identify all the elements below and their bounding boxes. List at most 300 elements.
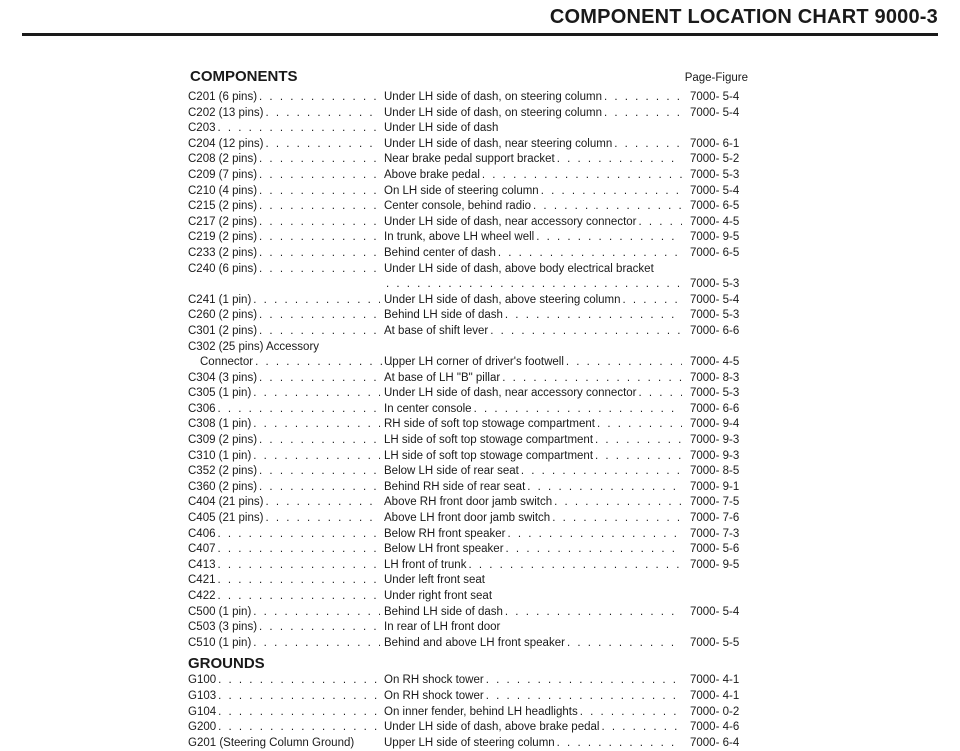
location <box>384 246 682 262</box>
component-row <box>188 324 758 340</box>
location-text: On RH shock tower <box>384 674 484 687</box>
dot-leader <box>263 106 380 122</box>
location-text: Above LH front door jamb switch <box>384 512 551 525</box>
location-text: Above RH front door jamb switch <box>384 496 553 509</box>
location <box>384 277 682 293</box>
component-id-text: C210 (4 pins) <box>188 184 258 197</box>
component-row <box>188 495 758 511</box>
component-row <box>188 308 758 324</box>
component-id <box>188 199 380 215</box>
location <box>384 324 682 340</box>
location <box>384 355 682 371</box>
page-figure: 7000- 5-6 <box>690 543 740 556</box>
component-id-text: C304 (3 pins) <box>188 371 258 384</box>
location <box>384 558 682 574</box>
location-text: On LH side of steering column <box>384 184 539 197</box>
dot-leader <box>505 527 682 543</box>
dot-leader <box>637 386 683 402</box>
component-id: G201 (Steering Column Ground) <box>188 736 355 749</box>
dot-leader <box>480 168 682 184</box>
location <box>384 689 682 705</box>
location <box>384 293 682 309</box>
component-id-text: G100 <box>188 674 217 687</box>
location <box>384 168 682 184</box>
dot-leader <box>257 464 380 480</box>
dot-leader <box>257 324 380 340</box>
component-id-text: Connector <box>200 356 254 369</box>
component-id <box>188 106 380 122</box>
dot-leader <box>484 689 682 705</box>
component-row <box>188 215 758 231</box>
component-row <box>188 230 758 246</box>
component-id <box>188 705 380 721</box>
page-figure: 7000- 5-3 <box>690 309 740 322</box>
component-row <box>188 90 758 106</box>
dot-leader <box>484 673 682 689</box>
header-rule <box>22 33 938 36</box>
location-text: Behind and above LH front speaker <box>384 636 565 649</box>
location <box>384 386 682 402</box>
page-figure: 7000- 9-5 <box>690 558 740 571</box>
component-row <box>188 449 758 465</box>
page-figure: 7000- 0-2 <box>690 705 740 718</box>
component-row <box>188 121 758 137</box>
component-row <box>188 355 758 371</box>
dot-leader <box>216 673 380 689</box>
dot-leader <box>488 324 682 340</box>
dot-leader <box>539 184 682 200</box>
location-text: In center console <box>384 402 472 415</box>
component-id-text: G200 <box>188 721 217 734</box>
location <box>384 402 682 418</box>
component-row <box>188 480 758 496</box>
dot-leader <box>550 511 682 527</box>
page-figure: 7000- 6-4 <box>690 736 740 749</box>
location-text: Under LH side of dash, near steering column <box>384 137 613 150</box>
location <box>384 137 682 153</box>
component-id-text: C219 (2 pins) <box>188 231 258 244</box>
page-figure: 7000- 9-1 <box>690 480 740 493</box>
dot-leader <box>263 137 380 153</box>
component-id-text: C360 (2 pins) <box>188 480 258 493</box>
component-id <box>188 720 380 736</box>
page-figure: 7000- 7-5 <box>690 496 740 509</box>
dot-leader <box>534 230 682 246</box>
component-id-text: G104 <box>188 705 217 718</box>
component-id <box>188 121 380 137</box>
page-figure: 7000- 4-5 <box>690 356 740 369</box>
dot-leader <box>564 355 682 371</box>
location-text: Under LH side of dash, near accessory connector <box>384 387 637 400</box>
location <box>384 480 682 496</box>
dot-leader <box>251 417 380 433</box>
location-text: Behind LH side of dash <box>384 605 503 618</box>
component-id <box>188 636 380 652</box>
location: Under right front seat <box>384 590 493 602</box>
page-figure: 7000- 5-4 <box>690 293 740 306</box>
dot-leader <box>384 277 682 293</box>
page-figure: 7000- 5-5 <box>690 636 740 649</box>
page-figure: 7000- 6-6 <box>690 324 740 337</box>
dot-leader <box>612 137 682 153</box>
component-id <box>188 90 380 106</box>
component-id-text: C260 (2 pins) <box>188 309 258 322</box>
location-text: LH side of soft top stowage compartment <box>384 449 594 462</box>
dot-leader <box>257 262 380 278</box>
dot-leader <box>503 308 682 324</box>
dot-leader <box>466 558 682 574</box>
component-id <box>188 355 392 371</box>
location-text: Under LH side of dash, on steering column <box>384 91 602 103</box>
component-id <box>188 308 380 324</box>
dot-leader <box>257 184 380 200</box>
dot-leader <box>555 152 682 168</box>
dot-leader <box>602 106 682 122</box>
component-id-text: C204 (12 pins) <box>188 137 264 150</box>
location <box>384 720 682 736</box>
component-id-text: C503 (3 pins) <box>188 621 258 634</box>
location <box>384 511 682 527</box>
location <box>384 215 682 231</box>
page-figure: 7000- 6-1 <box>690 137 740 150</box>
component-row <box>188 152 758 168</box>
location-text: In trunk, above LH wheel well <box>384 231 535 244</box>
component-id <box>188 417 380 433</box>
dot-leader <box>503 605 682 621</box>
dot-leader <box>472 402 682 418</box>
component-id-text: C306 <box>188 402 216 415</box>
dot-leader <box>257 308 380 324</box>
dot-leader <box>257 230 380 246</box>
component-id <box>188 246 380 262</box>
page-figure: 7000- 9-5 <box>690 231 740 244</box>
component-id <box>188 605 380 621</box>
page-figure: 7000- 4-1 <box>690 689 740 702</box>
page-figure: 7000- 5-4 <box>690 184 740 197</box>
component-id <box>188 230 380 246</box>
location <box>384 495 682 511</box>
location-text: On inner fender, behind LH headlights <box>384 705 578 718</box>
ground-row <box>188 689 758 705</box>
component-row <box>188 168 758 184</box>
location-text: Above brake pedal <box>384 168 480 181</box>
component-id-text: C202 (13 pins) <box>188 106 264 119</box>
component-row <box>188 527 758 543</box>
component-id <box>188 589 380 605</box>
component-row <box>188 605 758 621</box>
page-figure: 7000- 5-2 <box>690 153 740 166</box>
page-figure: 7000- 5-4 <box>690 106 740 119</box>
location: Under LH side of dash, above body electrical bracket <box>384 262 654 275</box>
location-text: LH side of soft top stowage compartment <box>384 434 594 447</box>
dot-leader <box>263 511 380 527</box>
component-id-text: C215 (2 pins) <box>188 200 258 213</box>
column-headings <box>190 68 748 85</box>
location <box>384 433 682 449</box>
component-id-text: C421 <box>188 574 216 587</box>
location-text: Center console, behind radio <box>384 200 532 213</box>
component-id-text: C209 (7 pins) <box>188 168 258 181</box>
component-id-text: C406 <box>188 527 216 540</box>
location-text: Upper LH side of steering column <box>384 736 555 749</box>
component-id-text: C405 (21 pins) <box>188 512 264 525</box>
component-row <box>188 573 758 589</box>
components-heading: COMPONENTS <box>190 68 298 85</box>
dot-leader <box>552 495 682 511</box>
dot-leader <box>216 121 381 137</box>
page-figure: 7000- 4-6 <box>690 721 740 734</box>
page-figure: 7000- 4-1 <box>690 674 740 687</box>
component-id <box>188 573 380 589</box>
dot-leader <box>251 386 380 402</box>
component-row <box>188 371 758 387</box>
component-row <box>188 340 758 356</box>
page-figure: 7000- 8-3 <box>690 371 740 384</box>
page-figure: 7000- 9-3 <box>690 449 740 462</box>
component-row <box>188 262 758 278</box>
location <box>384 673 682 689</box>
dot-leader <box>257 215 380 231</box>
component-id-text: C404 (21 pins) <box>188 496 264 509</box>
location <box>384 605 682 621</box>
component-id-text: C217 (2 pins) <box>188 215 258 228</box>
component-id <box>188 495 380 511</box>
dot-leader <box>257 246 380 262</box>
component-id-text: C422 <box>188 590 216 602</box>
location <box>384 417 682 433</box>
component-row <box>188 277 758 293</box>
dot-leader <box>637 215 683 231</box>
location-text: Under LH side of dash, on steering column <box>384 106 602 119</box>
dot-leader <box>525 480 682 496</box>
component-id-text: G103 <box>188 689 217 702</box>
location-text: On RH shock tower <box>384 689 484 702</box>
location <box>384 308 682 324</box>
dot-leader <box>216 720 380 736</box>
component-id <box>188 433 380 449</box>
component-id <box>188 480 380 496</box>
dot-leader <box>257 620 380 636</box>
component-id <box>188 386 380 402</box>
location <box>384 106 682 122</box>
component-id-text: C500 (1 pin) <box>188 605 252 618</box>
location: Under left front seat <box>384 574 485 587</box>
component-row <box>188 464 758 480</box>
component-id <box>188 464 380 480</box>
page-header: COMPONENT LOCATION CHART 9000-3 <box>549 6 938 28</box>
location <box>384 371 682 387</box>
component-id-text: C301 (2 pins) <box>188 324 258 337</box>
dot-leader <box>602 90 682 106</box>
dot-leader <box>531 199 682 215</box>
component-row <box>188 106 758 122</box>
page-figure: 7000- 6-5 <box>690 200 740 213</box>
component-table <box>188 90 758 751</box>
dot-leader <box>251 449 380 465</box>
component-row <box>188 511 758 527</box>
dot-leader <box>251 293 380 309</box>
dot-leader <box>496 246 682 262</box>
location <box>384 90 682 106</box>
location-text: Below LH front speaker <box>384 543 504 556</box>
component-id <box>188 293 380 309</box>
dot-leader <box>257 199 380 215</box>
component-id-text: C510 (1 pin) <box>188 636 252 649</box>
ground-row <box>188 720 758 736</box>
dot-leader <box>216 558 381 574</box>
component-id <box>188 402 380 418</box>
component-id <box>188 673 380 689</box>
location <box>384 736 682 751</box>
dot-leader <box>257 480 380 496</box>
component-id-text: C201 (6 pins) <box>188 91 258 103</box>
component-id <box>188 168 380 184</box>
page-figure: 7000- 7-3 <box>690 527 740 540</box>
component-id <box>188 689 380 705</box>
ground-row <box>188 705 758 721</box>
location-text: At base of LH "B" pillar <box>384 371 501 384</box>
location-text: Behind RH side of rear seat <box>384 480 526 493</box>
dot-leader <box>253 355 392 371</box>
component-id-text: C352 (2 pins) <box>188 465 258 478</box>
component-id <box>188 152 380 168</box>
location-text: Upper LH corner of driver's footwell <box>384 356 564 369</box>
page-figure: 7000- 9-3 <box>690 434 740 447</box>
component-id-text: C407 <box>188 543 216 556</box>
location <box>384 705 682 721</box>
location-text: Below LH side of rear seat <box>384 465 519 478</box>
component-id-text: C241 (1 pin) <box>188 293 252 306</box>
component-row <box>188 386 758 402</box>
location-text: At base of shift lever <box>384 324 489 337</box>
location-text: Behind LH side of dash <box>384 309 503 322</box>
location <box>384 230 682 246</box>
component-id-text: C308 (1 pin) <box>188 418 252 431</box>
component-row <box>188 246 758 262</box>
component-id-text: C413 <box>188 558 216 571</box>
location <box>384 636 682 652</box>
location: Under LH side of dash <box>384 122 499 135</box>
location-text: Near brake pedal support bracket <box>384 153 555 166</box>
component-id-text: C309 (2 pins) <box>188 434 258 447</box>
dot-leader <box>263 495 380 511</box>
location-text: Under LH side of dash, above brake pedal <box>384 721 600 734</box>
dot-leader <box>565 636 682 652</box>
component-id-text: C233 (2 pins) <box>188 246 258 259</box>
component-row <box>188 137 758 153</box>
component-row <box>188 199 758 215</box>
component-row <box>188 542 758 558</box>
location: In rear of LH front door <box>384 621 501 634</box>
component-row <box>188 433 758 449</box>
dot-leader <box>257 433 380 449</box>
ground-row <box>188 736 758 751</box>
dot-leader <box>216 542 381 558</box>
location <box>384 199 682 215</box>
dot-leader <box>555 736 682 751</box>
page-figure-heading: Page-Figure <box>684 72 748 84</box>
dot-leader <box>216 402 381 418</box>
component-row <box>188 402 758 418</box>
component-row <box>188 558 758 574</box>
location <box>384 464 682 480</box>
location <box>384 527 682 543</box>
dot-leader <box>216 589 381 605</box>
location <box>384 152 682 168</box>
component-row <box>188 636 758 652</box>
component-id-text: C208 (2 pins) <box>188 153 258 166</box>
dot-leader <box>216 573 381 589</box>
component-id <box>188 511 380 527</box>
component-id <box>188 449 380 465</box>
dot-leader <box>593 449 682 465</box>
location <box>384 449 682 465</box>
component-id <box>188 262 380 278</box>
page-figure: 7000- 8-5 <box>690 465 740 478</box>
dot-leader <box>257 168 380 184</box>
component-id-text: C240 (6 pins) <box>188 262 258 275</box>
component-id-text: C305 (1 pin) <box>188 387 252 400</box>
page-figure: 7000- 5-4 <box>690 605 740 618</box>
component-row <box>188 184 758 200</box>
dot-leader <box>216 527 381 543</box>
dot-leader <box>578 705 682 721</box>
location-text: RH side of soft top stowage compartment <box>384 418 595 431</box>
dot-leader <box>621 293 682 309</box>
component-id <box>188 620 380 636</box>
grounds-heading: GROUNDS <box>188 655 265 673</box>
component-id <box>188 324 380 340</box>
component-row <box>188 620 758 636</box>
dot-leader <box>257 152 380 168</box>
page-figure: 7000- 9-4 <box>690 418 740 431</box>
page-figure: 7000- 4-5 <box>690 215 740 228</box>
dot-leader <box>216 705 380 721</box>
component-id-text: C310 (1 pin) <box>188 449 252 462</box>
location-text: Below RH front speaker <box>384 527 506 540</box>
dot-leader <box>216 689 380 705</box>
location-text: Behind center of dash <box>384 246 496 259</box>
component-id <box>188 137 380 153</box>
dot-leader <box>257 90 380 106</box>
page-figure: 7000- 7-6 <box>690 512 740 525</box>
location <box>384 184 682 200</box>
component-row <box>188 589 758 605</box>
dot-leader <box>593 433 682 449</box>
component-id <box>188 527 380 543</box>
page-figure: 7000- 6-5 <box>690 246 740 259</box>
component-row <box>188 293 758 309</box>
location <box>384 542 682 558</box>
component-id <box>188 542 380 558</box>
component-id-text: C203 <box>188 122 216 135</box>
page-figure: 7000- 5-4 <box>690 91 740 103</box>
page-figure: 7000- 5-3 <box>690 168 740 181</box>
page-figure: 7000- 5-3 <box>690 387 740 400</box>
dot-leader <box>599 720 682 736</box>
dot-leader <box>595 417 682 433</box>
component-row <box>188 417 758 433</box>
page-figure: 7000- 6-6 <box>690 402 740 415</box>
component-id <box>188 371 380 387</box>
page-figure: 7000- 5-3 <box>690 278 740 291</box>
location-text: Under LH side of dash, near accessory connector <box>384 215 637 228</box>
component-id: C302 (25 pins) Accessory <box>188 340 320 353</box>
component-id <box>188 184 380 200</box>
location-text: Under LH side of dash, above steering column <box>384 293 621 306</box>
dot-leader <box>504 542 682 558</box>
component-id <box>188 558 380 574</box>
